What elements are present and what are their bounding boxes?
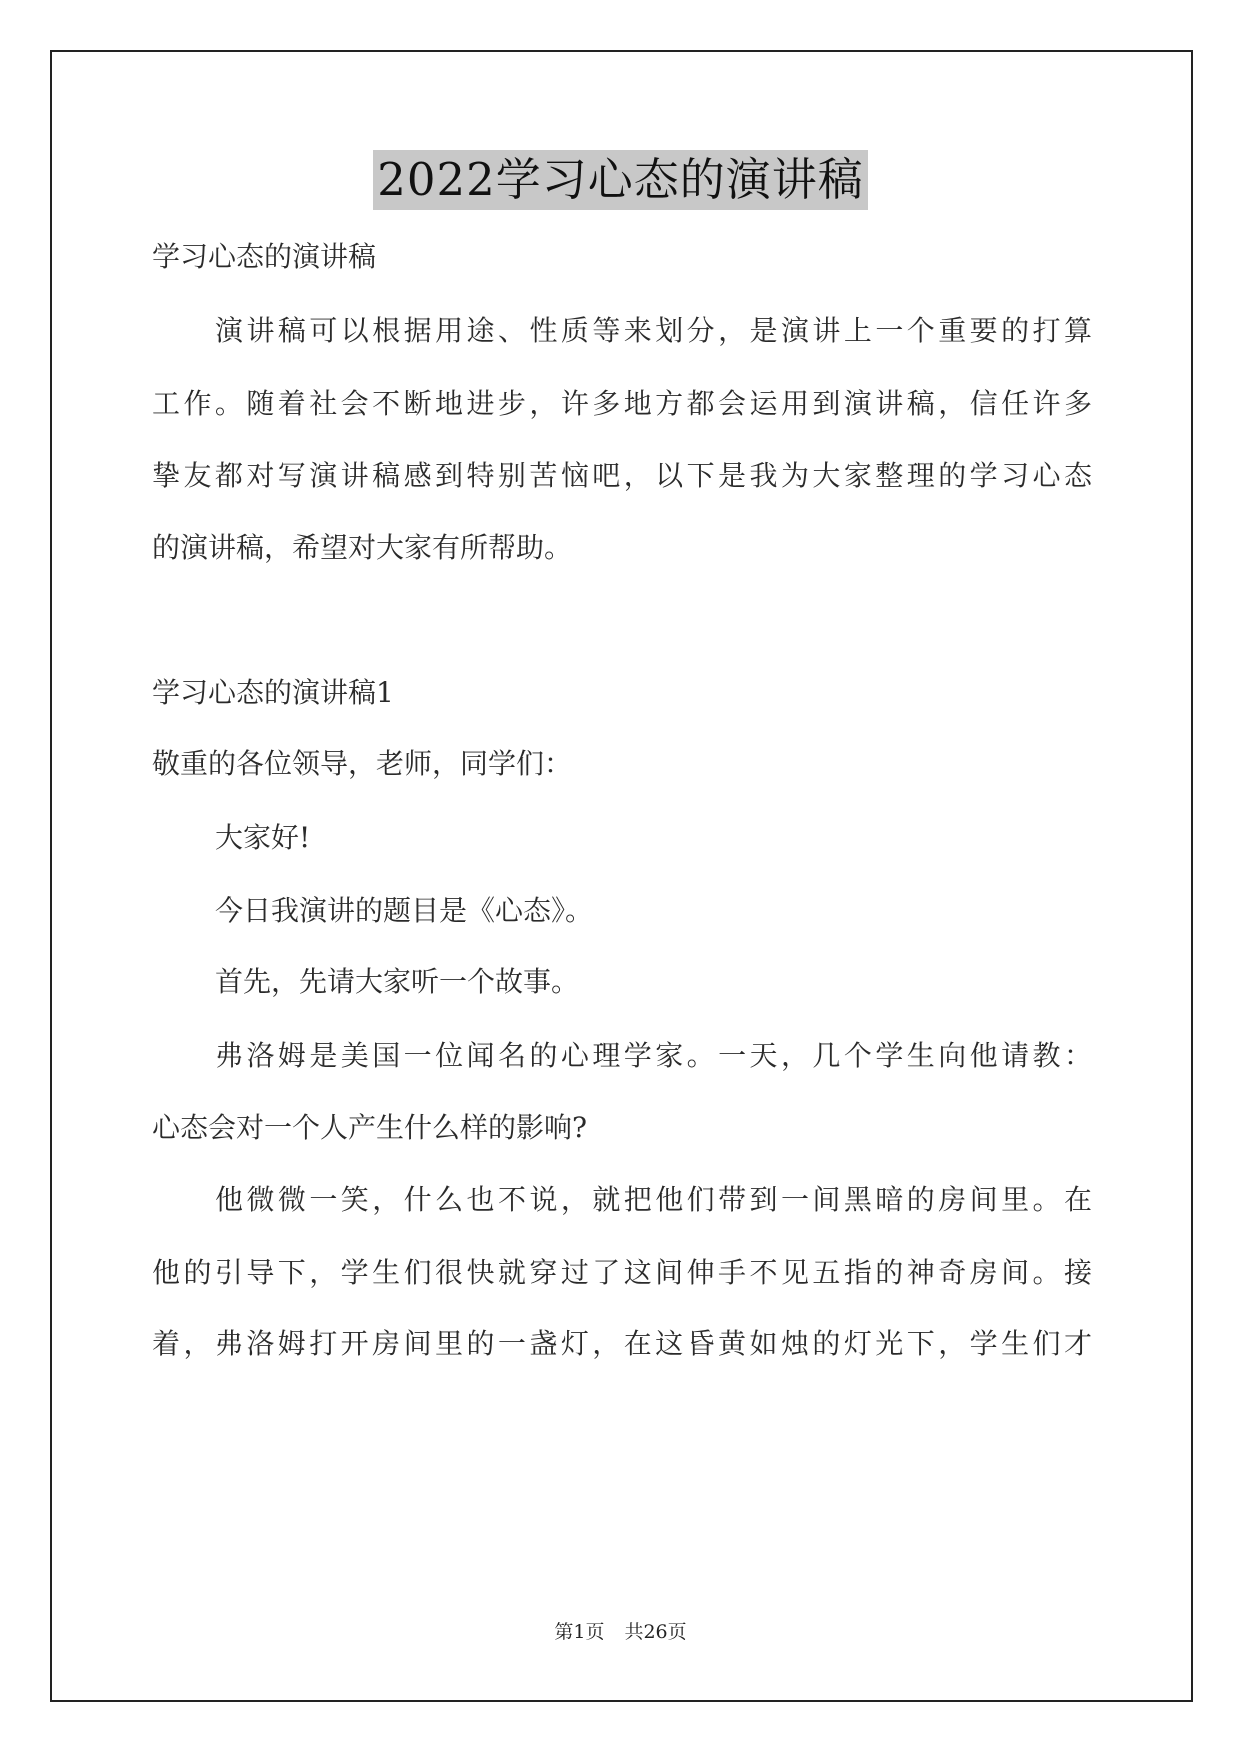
document-title: 2022学习心态的演讲稿 bbox=[373, 150, 868, 210]
page-number: 第1页 bbox=[554, 1621, 605, 1643]
story-paragraph-line: 他的引导下，学生们很快就穿过了这间伸手不见五指的神奇房间。接 bbox=[152, 1256, 1092, 1289]
intro-paragraph-line: 演讲稿可以根据用途、性质等来划分，是演讲上一个重要的打算 bbox=[215, 314, 1092, 347]
intro-paragraph-line: 工作。随着社会不断地进步，许多地方都会运用到演讲稿，信任许多 bbox=[152, 387, 1092, 420]
topic-line: 今日我演讲的题目是《心态》。 bbox=[215, 894, 594, 927]
story-intro: 首先，先请大家听一个故事。 bbox=[215, 965, 580, 998]
intro-paragraph-line: 的演讲稿，希望对大家有所帮助。 bbox=[152, 531, 573, 564]
greeting: 大家好! bbox=[215, 821, 311, 854]
story-paragraph-line: 心态会对一个人产生什么样的影响? bbox=[152, 1111, 588, 1144]
document-subtitle: 学习心态的演讲稿 bbox=[152, 240, 377, 273]
story-paragraph-line: 他微微一笑，什么也不说，就把他们带到一间黑暗的房间里。在 bbox=[215, 1183, 1092, 1216]
salutation: 敬重的各位领导，老师，同学们： bbox=[152, 747, 573, 780]
title-container bbox=[0, 150, 1241, 210]
section-heading: 学习心态的演讲稿1 bbox=[152, 676, 394, 709]
story-paragraph-line: 弗洛姆是美国一位闻名的心理学家。一天，几个学生向他请教： bbox=[215, 1039, 1092, 1072]
page-footer bbox=[0, 1620, 1241, 1644]
page-border bbox=[50, 50, 1193, 1702]
page-total: 共26页 bbox=[624, 1621, 687, 1643]
intro-paragraph-line: 挚友都对写演讲稿感到特别苦恼吧，以下是我为大家整理的学习心态 bbox=[152, 459, 1092, 492]
story-paragraph-line: 着，弗洛姆打开房间里的一盏灯，在这昏黄如烛的灯光下，学生们才 bbox=[152, 1327, 1092, 1360]
